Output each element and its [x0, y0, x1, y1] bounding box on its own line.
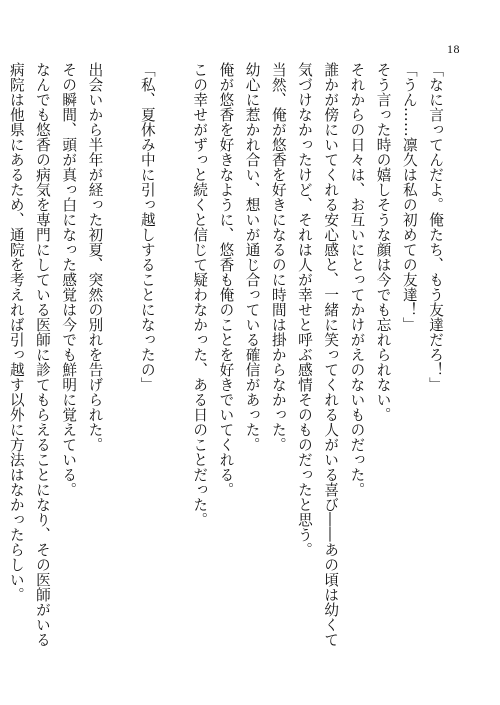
narration-line: 誰かが傍にいてくれる安心感と、一緒に笑ってくれる人がいる喜び――あの頃は幼くて — [322, 62, 340, 647]
narration-line: 俺が悠香を好きなように、悠香も俺のことを好きでいてくれる。 — [217, 62, 235, 497]
narration-line: そう言った時の嬉しそうな顔は今でも忘れられない。 — [374, 62, 392, 422]
narration-line: この幸せがずっと続くと信じて疑わなかった、ある日のことだった。 — [191, 62, 209, 527]
page-number: 18 — [447, 42, 460, 56]
narration-line: その瞬間、頭が真っ白になった感覚は今でも鮮明に覚えている。 — [60, 62, 78, 497]
blank-line — [107, 62, 133, 682]
narration-line: なんでも悠香の病気を専門にしている医師に診てもらえることになり、その医師がいる — [33, 62, 51, 647]
narration-line: 出会いから半年が経った初夏、突然の別れを告げられた。 — [86, 62, 104, 452]
dialogue-line: 「なに言ってんだよ。俺たち、もう友達だろ！」 — [427, 62, 444, 392]
narration-line: 気づけなかったけど、それは人が幸せと呼ぶ感情そのものだったと思う。 — [295, 62, 313, 557]
dialogue-line: 「うん……凛久は私の初めての友達！」 — [400, 62, 418, 332]
blank-line — [160, 62, 186, 682]
narration-line: 当然、俺が悠香を好きになるのに時間は掛からなかった。 — [269, 62, 287, 452]
dialogue-line: 「私、夏休み中に引っ越しすることになったの」 — [138, 62, 156, 392]
narration-line: 幼心に惹かれ合い、想いが通じ合っている確信があった。 — [243, 62, 261, 452]
vertical-text-block — [3, 62, 448, 682]
narration-line: それからの日々は、お互いにとってかけがえのないものだった。 — [348, 62, 366, 497]
narration-line: 病院は他県にあるため、通院を考えれば引っ越す以外に方法はなかったらしい。 — [7, 62, 25, 602]
